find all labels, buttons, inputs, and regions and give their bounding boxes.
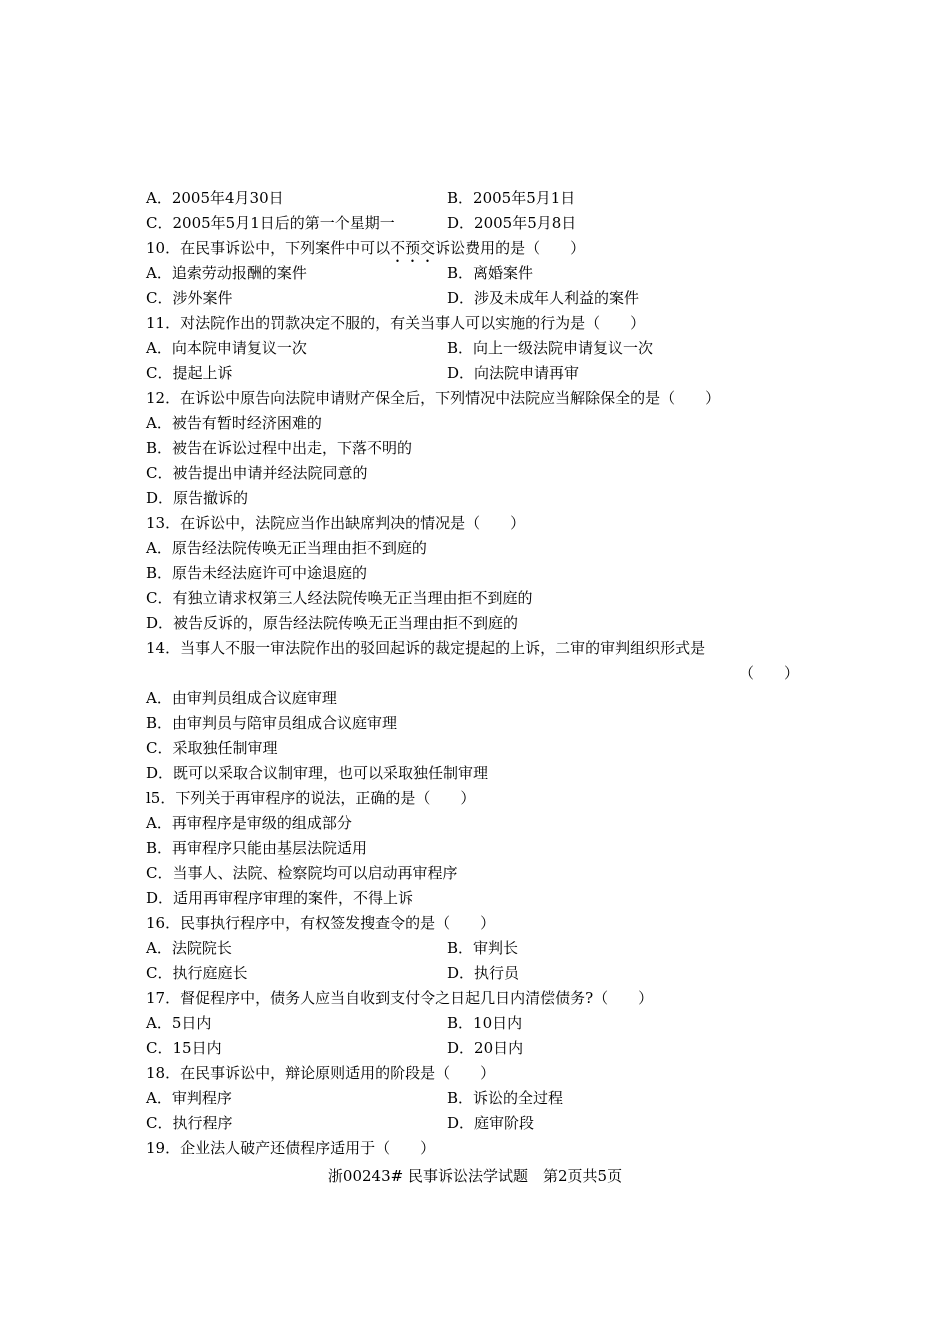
q10-options-row-2	[146, 286, 801, 311]
q16-option-d: D．执行员	[447, 964, 520, 982]
q12-option-a: A．被告有暂时经济困难的	[146, 414, 322, 432]
q17-option-a: A．5日内	[146, 1014, 212, 1032]
q10-option-a: A．追索劳动报酬的案件	[146, 264, 307, 282]
q15-option-a: A．再审程序是审级的组成部分	[146, 814, 352, 832]
q18-option-b: B．诉讼的全过程	[447, 1089, 564, 1107]
q16-stem: 16．民事执行程序中，有权签发搜查令的是（ ）	[146, 914, 496, 932]
q10-stem-post: 诉讼费用的是（ ）	[435, 239, 586, 257]
q17-stem: 17．督促程序中，债务人应当自收到支付令之日起几日内清偿债务?（ ）	[146, 989, 654, 1007]
q17-option-b: B．10日内	[447, 1014, 523, 1032]
q14-option-b: B．由审判员与陪审员组成合议庭审理	[146, 714, 398, 732]
q10-stem	[146, 236, 801, 261]
q16-option-c: C．执行庭庭长	[146, 964, 248, 982]
q14-answer-paren: （ ）	[738, 664, 799, 682]
q9-option-d: D．2005年5月8日	[447, 214, 577, 232]
q12-option-c: C．被告提出申请并经法院同意的	[146, 464, 368, 482]
q11-options-row-2	[146, 361, 801, 386]
q10-stem-emphasis: 不预交	[390, 239, 436, 257]
q17-option-d: D．20日内	[447, 1039, 524, 1057]
q16-options-row-1	[146, 936, 801, 961]
q13-option-a: A．原告经法院传唤无正当理由拒不到庭的	[146, 539, 427, 557]
q17-options-row-2	[146, 1036, 801, 1061]
q9-option-b: B．2005年5月1日	[447, 189, 576, 207]
q17-option-c: C．15日内	[146, 1039, 222, 1057]
q16-option-a: A．法院院长	[146, 939, 232, 957]
q15-stem: l5．下列关于再审程序的说法，正确的是（ ）	[146, 789, 476, 807]
q13-option-b: B．原告未经法庭许可中途退庭的	[146, 564, 368, 582]
q15-option-b: B．再审程序只能由基层法院适用	[146, 839, 368, 857]
q19-stem: 19．企业法人破产还债程序适用于（ ）	[146, 1139, 436, 1157]
q12-option-d: D．原告撤诉的	[146, 489, 249, 507]
q16-option-b: B．审判长	[447, 939, 519, 957]
q11-option-a: A．向本院申请复议一次	[146, 339, 307, 357]
page-footer: 浙00243# 民事诉讼法学试题 第2页共5页	[327, 1167, 623, 1185]
q14-option-a: A．由审判员组成合议庭审理	[146, 689, 337, 707]
q14-option-d: D．既可以采取合议制审理，也可以采取独任制审理	[146, 764, 489, 782]
q13-option-c: C．有独立请求权第三人经法院传唤无正当理由拒不到庭的	[146, 589, 533, 607]
q11-option-c: C．提起上诉	[146, 364, 233, 382]
q10-options-row-1	[146, 261, 801, 286]
q12-stem: 12．在诉讼中原告向法院申请财产保全后，下列情况中法院应当解除保全的是（ ）	[146, 389, 721, 407]
q9-options-row-2	[146, 211, 801, 236]
q18-options-row-1	[146, 1086, 801, 1111]
q10-option-d: D．涉及未成年人利益的案件	[447, 289, 640, 307]
q11-option-d: D．向法院申请再审	[447, 364, 580, 382]
q9-option-a: A．2005年4月30日	[146, 189, 284, 207]
q18-option-c: C．执行程序	[146, 1114, 233, 1132]
q15-option-d: D．适用再审程序审理的案件，不得上诉	[146, 889, 414, 907]
exam-content	[146, 186, 801, 1161]
q11-options-row-1	[146, 336, 801, 361]
q17-options-row-1	[146, 1011, 801, 1036]
q9-options-row-1	[146, 186, 801, 211]
q15-option-c: C．当事人、法院、检察院均可以启动再审程序	[146, 864, 458, 882]
q14-stem: 14．当事人不服一审法院作出的驳回起诉的裁定提起的上诉，二审的审判组织形式是	[146, 639, 706, 657]
q10-stem-pre: 10．在民事诉讼中，下列案件中可以	[146, 239, 391, 257]
q18-options-row-2	[146, 1111, 801, 1136]
q18-option-d: D．庭审阶段	[447, 1114, 535, 1132]
q12-option-b: B．被告在诉讼过程中出走，下落不明的	[146, 439, 413, 457]
q10-option-c: C．涉外案件	[146, 289, 233, 307]
q16-options-row-2	[146, 961, 801, 986]
q13-option-d: D．被告反诉的，原告经法院传唤无正当理由拒不到庭的	[146, 614, 519, 632]
q13-stem: 13．在诉讼中，法院应当作出缺席判决的情况是（ ）	[146, 514, 526, 532]
q18-option-a: A．审判程序	[146, 1089, 232, 1107]
q11-stem: 11．对法院作出的罚款决定不服的，有关当事人可以实施的行为是（ ）	[146, 314, 646, 332]
q18-stem: 18．在民事诉讼中，辩论原则适用的阶段是（ ）	[146, 1064, 496, 1082]
q14-option-c: C．采取独任制审理	[146, 739, 278, 757]
q10-option-b: B．离婚案件	[447, 264, 534, 282]
q9-option-c: C．2005年5月1日后的第一个星期一	[146, 214, 395, 232]
q11-option-b: B．向上一级法院申请复议一次	[447, 339, 654, 357]
